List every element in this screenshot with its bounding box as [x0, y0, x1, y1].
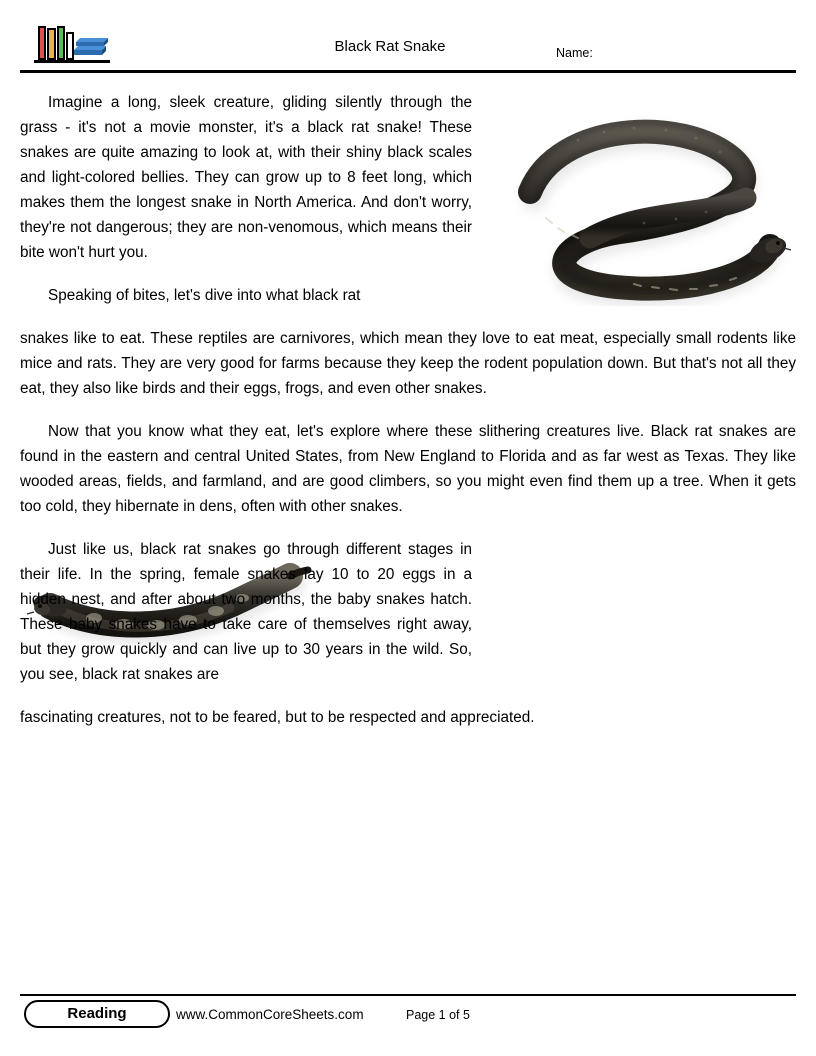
- paragraph-1-text: Imagine a long, sleek creature, gliding silently through the grass - it's not a movie monster, it's a black rat snake! These snakes are quite amazing to look at, with their shiny black scales and light-colored bellies. They can grow up to 8 feet long, which makes them the longest snake in North America. And don't worry, they're not dangerous; they are non-venomous, which means their bite won't hurt you.: [20, 94, 472, 261]
- footer-divider: [20, 994, 796, 996]
- page-title: Black Rat Snake: [334, 38, 446, 55]
- site-url: www.CommonCoreSheets.com: [176, 1007, 364, 1022]
- page-number: Page 1 of 5: [406, 1008, 470, 1022]
- paragraph-4-continued: [20, 705, 796, 730]
- header-divider: [20, 70, 796, 73]
- paragraph-3: [20, 419, 796, 519]
- paragraph-2-first-line: [20, 283, 472, 308]
- paragraph-2-continued: [20, 326, 796, 401]
- name-field-label: Name:: [556, 46, 593, 60]
- paragraph-4-text: Just like us, black rat snakes go through different stages in their life. In the spring, female snakes lay 10 to 20 eggs in a hidden nest, and after about two months, the baby snakes hatch. These baby snakes have to take care of themselves right away, but they grow quickly and can live up to 30 years in the wild. So, you see, black rat snakes are: [20, 541, 472, 683]
- books-icon: [20, 24, 110, 72]
- page-header: [20, 24, 796, 72]
- paragraph-4-rest-text: fascinating creatures, not to be feared, but to be respected and appreciated.: [20, 709, 535, 726]
- subject-badge-label: Reading: [67, 1005, 127, 1022]
- paragraph-4-wrapped: [20, 537, 472, 687]
- paragraph-1: [20, 90, 472, 265]
- paragraph-3-text: Now that you know what they eat, let's explore where these slithering creatures live. Black rat snakes are found in the eastern and central United States, from New England to Florida and as far west as Texas. They like wooded areas, fields, and farmland, and are good climbers, so you might even find them up a tree. When it gets too cold, they hibernate in dens, often with other snakes.: [20, 423, 796, 515]
- paragraph-2-rest-text: snakes like to eat. These reptiles are carnivores, which mean they love to eat meat, especially small rodents like mice and rats. They are very good for farms because they keep the rodent population down. But that's not all they eat, they also like birds and their eggs, frogs, and even other snakes.: [20, 330, 796, 397]
- article-body: [20, 90, 796, 748]
- paragraph-2-first-text: Speaking of bites, let's dive into what black rat: [48, 287, 361, 304]
- subject-badge: [24, 1000, 170, 1028]
